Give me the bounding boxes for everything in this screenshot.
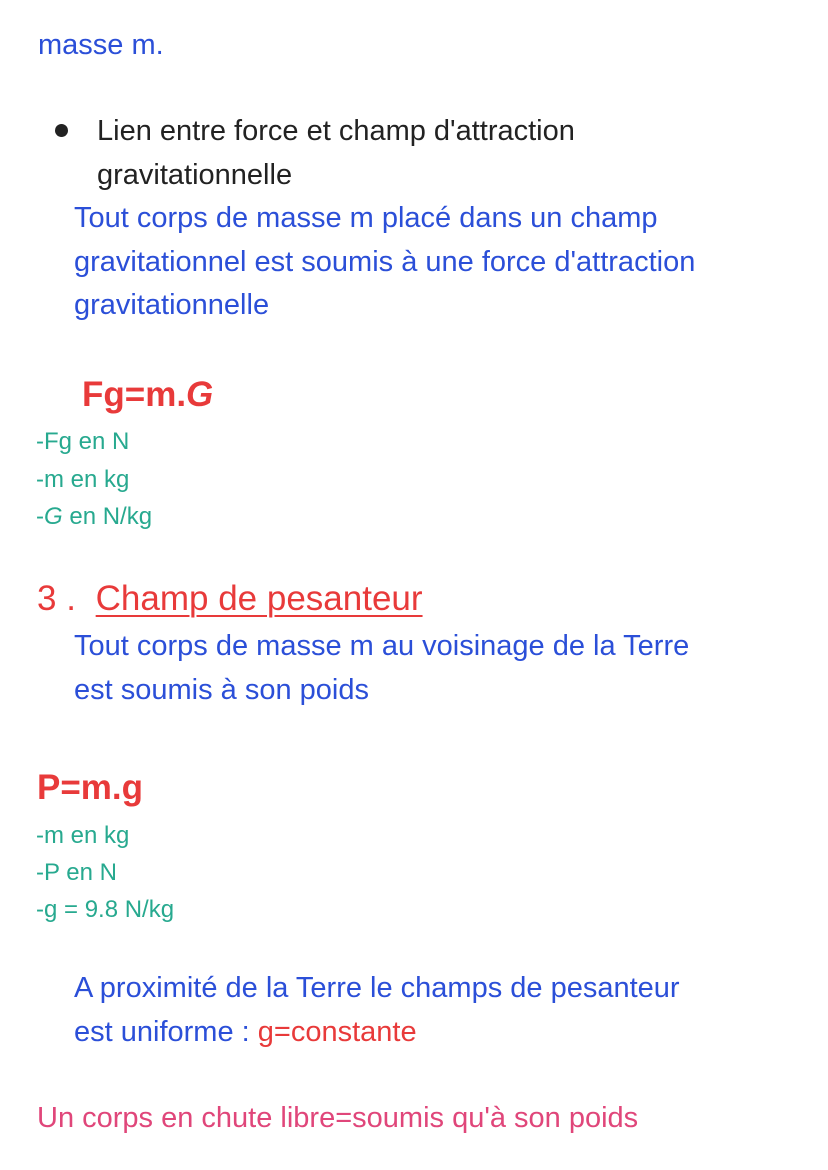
section-heading [37, 577, 423, 621]
section-title: Champ de pesanteur [95, 579, 423, 618]
unit-gravity: -g = 9.8 N/kg [36, 896, 175, 923]
unit-weight: -P en N [36, 859, 117, 886]
bullet-line-2: gravitationnelle [97, 159, 293, 191]
gravitation-text-line-2: gravitationnel est soumis à une force d'attraction [74, 246, 696, 278]
unit-mass: -m en kg [36, 822, 130, 849]
section-number: 3 . [37, 579, 76, 618]
formula-gravitational-force [82, 375, 213, 415]
unit-fg: -Fg en N [36, 428, 130, 455]
uniform-text-line-1: A proximité de la Terre le champs de pesanteur [74, 972, 680, 1004]
free-fall-note: Un corps en chute libre=soumis qu'à son poids [37, 1102, 639, 1134]
bullet-line-1: Lien entre force et champ d'attraction [97, 115, 575, 147]
unit-m: -m en kg [36, 466, 130, 493]
gravitation-text-line-3: gravitationnelle [74, 289, 270, 321]
formula-right: G [186, 375, 214, 414]
formula-weight: P=m.g [37, 768, 144, 807]
constant-highlight: g=constante [257, 1016, 417, 1048]
pesanteur-text-line-2: est soumis à son poids [74, 674, 369, 706]
unit-g-field: -G en N/kg [36, 503, 153, 530]
pesanteur-text-line-1: Tout corps de masse m au voisinage de la Terre [74, 630, 690, 662]
bullet-icon [55, 124, 68, 137]
formula-left: Fg=m. [82, 375, 187, 414]
intro-fragment: masse m. [38, 29, 164, 61]
gravitation-text-line-1: Tout corps de masse m placé dans un champ [74, 202, 658, 234]
uniform-text-line-2: est uniforme : g=constante [74, 1016, 417, 1048]
